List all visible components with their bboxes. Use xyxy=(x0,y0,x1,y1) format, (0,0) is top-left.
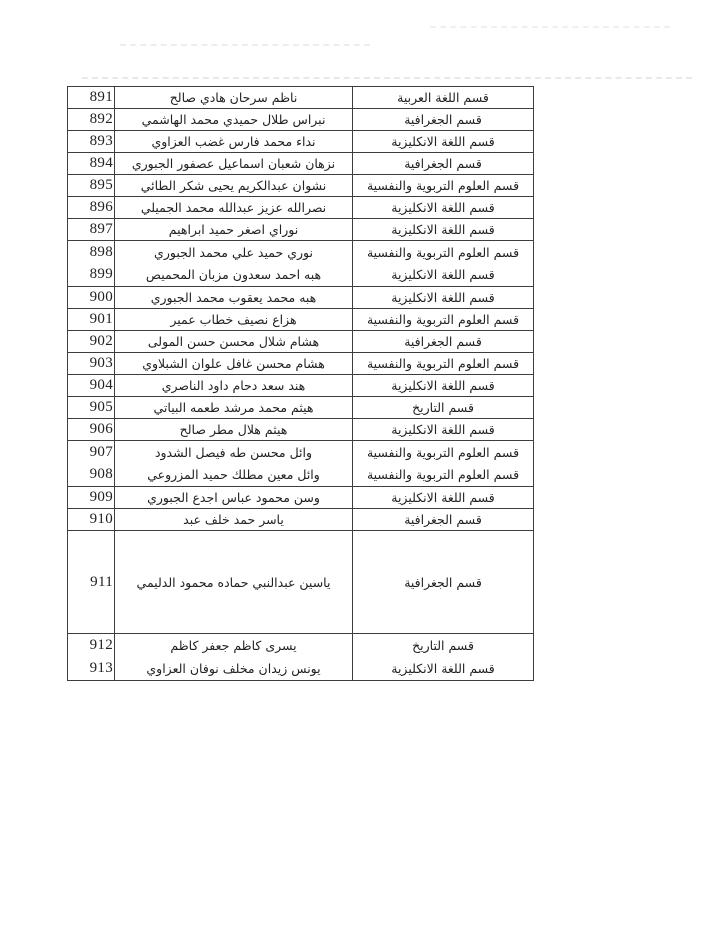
table-row xyxy=(68,634,533,657)
person-name-cell: نوراي اصغر حميد ابراهيم xyxy=(115,219,353,240)
table-row xyxy=(68,175,533,196)
row-number-cell: 899 xyxy=(68,264,115,287)
row-group xyxy=(68,287,533,309)
row-number-cell: 906 xyxy=(68,419,115,440)
person-name-cell: نوري حميد علي محمد الجبوري xyxy=(115,241,353,264)
table-row xyxy=(68,397,533,418)
table-row xyxy=(68,531,533,633)
row-number-cell: 897 xyxy=(68,219,115,240)
row-group xyxy=(68,353,533,375)
person-name-cell: نداء محمد فارس غضب العزاوي xyxy=(115,131,353,152)
department-cell: قسم الجغرافية xyxy=(404,156,482,171)
scan-artifact xyxy=(430,26,670,28)
table-row xyxy=(68,441,533,464)
department-cell: قسم اللغة الانكليزية xyxy=(391,661,495,676)
person-name-cell: ياسين عبدالنبي حماده محمود الدليمي xyxy=(115,531,353,633)
person-name-cell: وسن محمود عباس اجدع الجبوري xyxy=(115,487,353,508)
row-group xyxy=(68,241,533,287)
person-name-cell: هشام محسن غافل علوان الشبلاوي xyxy=(115,353,353,374)
row-number-cell: 911 xyxy=(68,531,115,633)
row-group xyxy=(68,375,533,397)
row-number-cell: 904 xyxy=(68,375,115,396)
department-cell: قسم العلوم التربوية والنفسية xyxy=(366,244,520,260)
scan-artifact xyxy=(120,44,370,46)
row-group xyxy=(68,131,533,153)
row-number-cell: 893 xyxy=(68,131,115,152)
table-row xyxy=(68,419,533,440)
row-group xyxy=(68,441,533,487)
row-group xyxy=(68,175,533,197)
department-cell: قسم اللغة الانكليزية xyxy=(391,134,495,149)
department-cell: قسم اللغة الانكليزية xyxy=(391,378,495,393)
row-group xyxy=(68,109,533,131)
department-cell: قسم الجغرافية xyxy=(404,112,482,127)
table-row xyxy=(68,353,533,374)
row-number-cell: 900 xyxy=(68,287,115,308)
person-name-cell: وائل معين مطلك حميد المزروعي xyxy=(115,464,353,487)
department-cell: قسم العلوم التربوية والنفسية xyxy=(366,444,520,460)
table-row xyxy=(68,264,533,287)
table-row xyxy=(68,219,533,240)
table-row xyxy=(68,375,533,396)
row-number-cell: 909 xyxy=(68,487,115,508)
person-name-cell: هيثم هلال مطر صالح xyxy=(115,419,353,440)
person-name-cell: يونس زيدان مخلف نوفان العزاوي xyxy=(115,657,353,680)
table-row xyxy=(68,464,533,487)
table-row xyxy=(68,287,533,308)
department-cell: قسم الجغرافية xyxy=(404,334,482,349)
person-name-cell: نصرالله عزيز عبدالله محمد الجميلي xyxy=(115,197,353,218)
department-cell: قسم العلوم التربوية والنفسية xyxy=(366,312,520,327)
person-name-cell: وائل محسن طه فيصل الشدود xyxy=(115,441,353,464)
person-name-cell: نزهان شعبان اسماعيل عصفور الجبوري xyxy=(115,153,353,174)
person-name-cell: يسرى كاظم جعفر كاظم xyxy=(115,634,353,657)
row-number-cell: 891 xyxy=(68,87,115,108)
person-name-cell: هبه محمد يعقوب محمد الجبوري xyxy=(115,287,353,308)
row-number-cell: 912 xyxy=(68,634,115,657)
row-group xyxy=(68,634,533,680)
table-row xyxy=(68,487,533,508)
department-cell: قسم اللغة الانكليزية xyxy=(391,200,495,215)
department-cell: قسم اللغة الانكليزية xyxy=(391,267,495,283)
row-number-cell: 910 xyxy=(68,509,115,530)
scan-artifact xyxy=(82,77,692,79)
table-row xyxy=(68,87,533,108)
department-cell: قسم الجغرافية xyxy=(404,574,482,590)
row-number-cell: 907 xyxy=(68,441,115,464)
row-number-cell: 903 xyxy=(68,353,115,374)
person-name-cell: ياسر حمد خلف عبد xyxy=(115,509,353,530)
row-group xyxy=(68,309,533,331)
row-group xyxy=(68,87,533,109)
person-name-cell: هيثم محمد مرشد طعمه البياتي xyxy=(115,397,353,418)
row-number-cell: 894 xyxy=(68,153,115,174)
row-group xyxy=(68,219,533,241)
row-number-cell: 902 xyxy=(68,331,115,352)
row-number-cell: 896 xyxy=(68,197,115,218)
row-group xyxy=(68,153,533,175)
department-cell: قسم التاريخ xyxy=(412,400,474,415)
row-number-cell: 898 xyxy=(68,241,115,264)
row-group xyxy=(68,331,533,353)
department-cell: قسم التاريخ xyxy=(412,638,474,653)
department-cell: قسم اللغة العربية xyxy=(397,90,489,105)
department-cell: قسم العلوم التربوية والنفسية xyxy=(366,178,520,193)
row-group xyxy=(68,531,533,634)
table-row xyxy=(68,331,533,352)
row-number-cell: 895 xyxy=(68,175,115,196)
person-name-cell: هشام شلال محسن حسن المولى xyxy=(115,331,353,352)
row-group xyxy=(68,397,533,419)
table-row xyxy=(68,241,533,264)
row-group xyxy=(68,419,533,441)
row-group xyxy=(68,487,533,509)
row-number-cell: 901 xyxy=(68,309,115,330)
table-row xyxy=(68,153,533,174)
table-row xyxy=(68,109,533,130)
person-name-cell: ناظم سرحان هادي صالح xyxy=(115,87,353,108)
department-cell: قسم الجغرافية xyxy=(404,512,482,527)
department-cell: قسم اللغة الانكليزية xyxy=(391,422,495,437)
table-row xyxy=(68,657,533,680)
table-row xyxy=(68,309,533,330)
department-cell: قسم اللغة الانكليزية xyxy=(391,222,495,237)
table-row xyxy=(68,131,533,152)
row-number-cell: 913 xyxy=(68,657,115,680)
table-row xyxy=(68,197,533,218)
department-cell: قسم العلوم التربوية والنفسية xyxy=(366,467,520,483)
department-cell: قسم اللغة الانكليزية xyxy=(391,290,495,305)
table-row xyxy=(68,509,533,530)
person-name-cell: هبه احمد سعدون مزبان المحميص xyxy=(115,264,353,287)
row-number-cell: 892 xyxy=(68,109,115,130)
person-name-cell: هزاع نصيف خطاب عمير xyxy=(115,309,353,330)
row-number-cell: 908 xyxy=(68,464,115,487)
person-name-cell: نبراس طلال حميدي محمد الهاشمي xyxy=(115,109,353,130)
roster-table xyxy=(67,86,534,681)
department-cell: قسم اللغة الانكليزية xyxy=(391,490,495,505)
person-name-cell: نشوان عبدالكريم يحيى شكر الطائي xyxy=(115,175,353,196)
department-cell: قسم العلوم التربوية والنفسية xyxy=(366,356,520,371)
row-number-cell: 905 xyxy=(68,397,115,418)
row-group xyxy=(68,509,533,531)
row-group xyxy=(68,197,533,219)
person-name-cell: هند سعد دحام داود الناصري xyxy=(115,375,353,396)
